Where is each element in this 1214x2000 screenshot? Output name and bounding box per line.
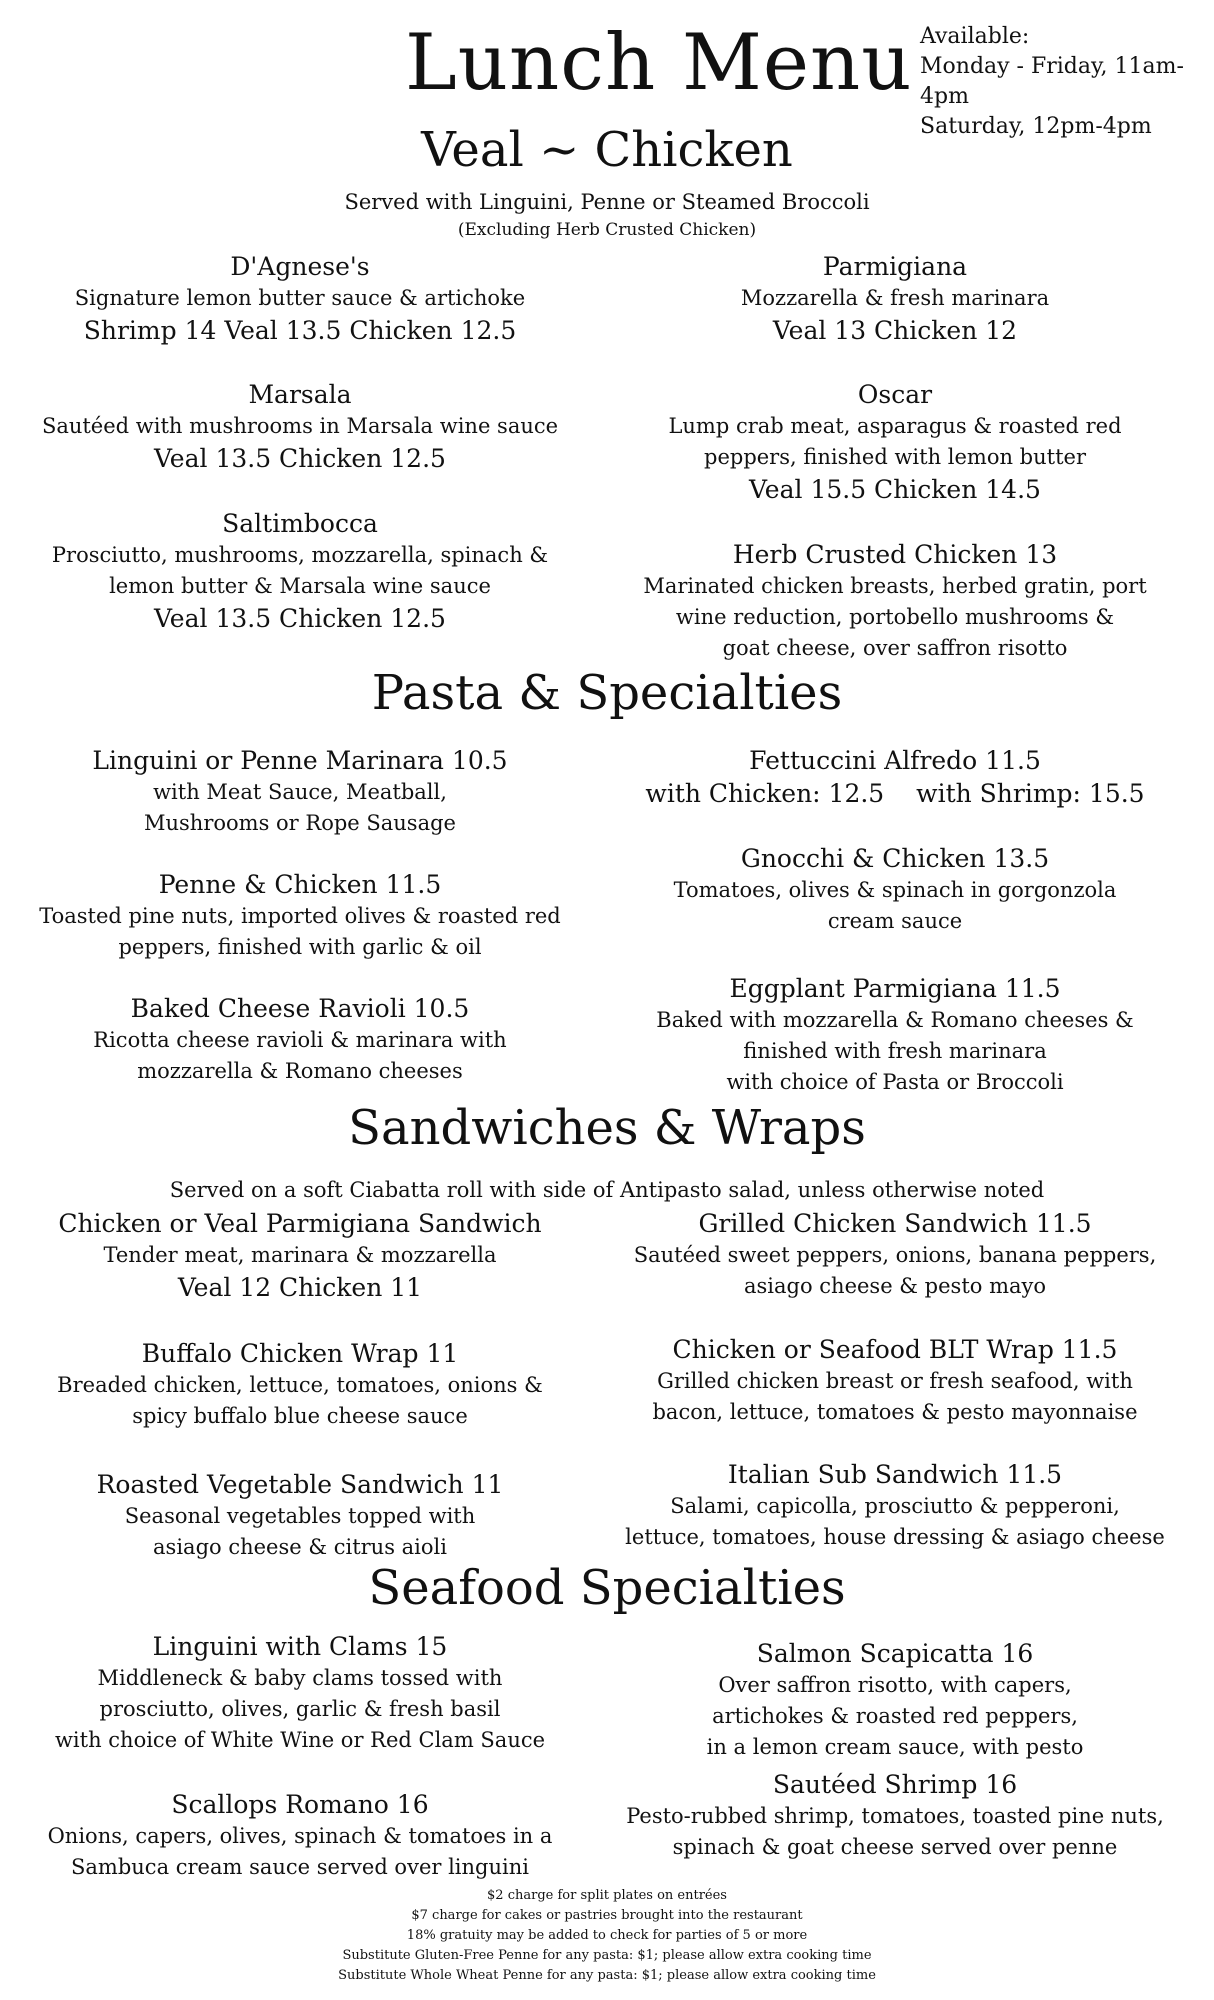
menu-item bbox=[620, 250, 1170, 347]
item-desc: spicy buffalo blue cheese sauce bbox=[132, 1404, 468, 1428]
item-price: Shrimp 14 Veal 13.5 Chicken 12.5 bbox=[83, 316, 517, 345]
menu-item bbox=[620, 378, 1170, 506]
item-desc: Onions, capers, olives, spinach & tomatoes in a bbox=[47, 1824, 553, 1848]
item-desc: asiago cheese & pesto mayo bbox=[743, 1274, 1047, 1298]
item-name: Fettuccini Alfredo 11.5 bbox=[749, 746, 1041, 775]
item-desc: spinach & goat cheese served over penne bbox=[672, 1835, 1118, 1859]
item-desc: bacon, lettuce, tomatoes & pesto mayonnaise bbox=[652, 1400, 1138, 1424]
item-desc: Prosciutto, mushrooms, mozzarella, spinach & bbox=[51, 543, 549, 567]
item-desc: Baked with mozzarella & Romano cheeses & bbox=[656, 1008, 1134, 1032]
item-desc: lettuce, tomatoes, house dressing & asiago cheese bbox=[625, 1525, 1165, 1549]
item-desc: finished with fresh marinara bbox=[743, 1039, 1047, 1063]
item-desc: peppers, finished with lemon butter bbox=[704, 445, 1086, 469]
item-desc: wine reduction, portobello mushrooms & bbox=[675, 605, 1115, 629]
item-name: Scallops Romano 16 bbox=[171, 1790, 429, 1819]
item-desc: Sautéed with mushrooms in Marsala wine sauce bbox=[41, 414, 559, 438]
item-desc: Breaded chicken, lettuce, tomatoes, onions & bbox=[57, 1373, 543, 1397]
item-name: Linguini or Penne Marinara 10.5 bbox=[92, 746, 508, 775]
menu-item bbox=[620, 1333, 1170, 1428]
menu-item bbox=[20, 868, 580, 963]
menu-item bbox=[620, 842, 1170, 937]
item-desc: Sambuca cream sauce served over linguini bbox=[71, 1855, 529, 1879]
item-desc: prosciutto, olives, garlic & fresh basil bbox=[99, 1697, 501, 1721]
item-desc: lemon butter & Marsala wine sauce bbox=[109, 574, 491, 598]
menu-item bbox=[20, 378, 580, 475]
item-desc: Ricotta cheese ravioli & marinara with bbox=[93, 1028, 507, 1052]
item-name: Italian Sub Sandwich 11.5 bbox=[727, 1460, 1063, 1489]
item-price: Veal 13 Chicken 12 bbox=[772, 316, 1018, 345]
item-name: D'Agnese's bbox=[230, 252, 370, 281]
menu-item bbox=[620, 1207, 1170, 1302]
menu-item bbox=[20, 1207, 580, 1304]
item-name: Eggplant Parmigiana 11.5 bbox=[729, 974, 1061, 1003]
item-desc: Over saffron risotto, with capers, bbox=[718, 1673, 1072, 1697]
availability-line: Monday - Friday, 11am-4pm bbox=[920, 54, 1184, 109]
menu-item bbox=[620, 1458, 1170, 1553]
item-desc: Sautéed sweet peppers, onions, banana peppers, bbox=[633, 1243, 1157, 1267]
item-desc: Salami, capicolla, prosciutto & pepperoni, bbox=[670, 1494, 1120, 1518]
item-desc: Mozzarella & fresh marinara bbox=[740, 286, 1050, 310]
item-name: Saltimbocca bbox=[222, 509, 378, 538]
item-desc: in a lemon cream sauce, with pesto bbox=[706, 1735, 1084, 1759]
item-name: Linguini with Clams 15 bbox=[152, 1632, 448, 1661]
item-extra: with Shrimp: 15.5 bbox=[916, 779, 1145, 808]
item-name: Herb Crusted Chicken 13 bbox=[732, 540, 1058, 569]
footer-line: $2 charge for split plates on entrées bbox=[487, 1888, 727, 1903]
item-desc: Pesto-rubbed shrimp, tomatoes, toasted pine nuts, bbox=[626, 1804, 1164, 1828]
section-title-pasta: Pasta & Specialties bbox=[371, 665, 843, 721]
availability-line: Available: bbox=[920, 24, 1030, 49]
item-desc: Tender meat, marinara & mozzarella bbox=[103, 1243, 497, 1267]
footer-line: Substitute Whole Wheat Penne for any pasta: $1; please allow extra cooking time bbox=[338, 1968, 876, 1983]
menu-title: Lunch Menu bbox=[405, 18, 913, 108]
item-name: Buffalo Chicken Wrap 11 bbox=[141, 1339, 459, 1368]
section-title-seafood: Seafood Specialties bbox=[368, 1560, 846, 1616]
menu-item bbox=[20, 744, 580, 839]
item-price: Veal 13.5 Chicken 12.5 bbox=[154, 444, 446, 473]
item-desc: cream sauce bbox=[827, 909, 963, 933]
item-desc: Mushrooms or Rope Sausage bbox=[144, 811, 456, 835]
menu-item bbox=[20, 1788, 580, 1883]
section-title-veal-chicken: Veal ~ Chicken bbox=[421, 122, 793, 178]
item-name: Baked Cheese Ravioli 10.5 bbox=[130, 994, 470, 1023]
item-price: Veal 13.5 Chicken 12.5 bbox=[154, 604, 446, 633]
menu-item bbox=[620, 1637, 1170, 1763]
item-name: Chicken or Veal Parmigiana Sandwich bbox=[58, 1209, 542, 1238]
item-extras bbox=[620, 777, 1170, 810]
menu-item bbox=[620, 744, 1170, 810]
item-desc: Grilled chicken breast or fresh seafood, with bbox=[657, 1369, 1133, 1393]
item-name: Chicken or Seafood BLT Wrap 11.5 bbox=[672, 1335, 1118, 1364]
menu-item bbox=[20, 1468, 580, 1563]
item-desc: Tomatoes, olives & spinach in gorgonzola bbox=[673, 878, 1117, 902]
section-note: (Excluding Herb Crusted Chicken) bbox=[457, 220, 757, 240]
item-extra: with Chicken: 12.5 bbox=[645, 779, 885, 808]
item-name: Oscar bbox=[857, 380, 933, 409]
item-price: Veal 12 Chicken 11 bbox=[177, 1273, 423, 1302]
section-note: Served with Linguini, Penne or Steamed Broccoli bbox=[344, 190, 870, 214]
section-note: Served on a soft Ciabatta roll with side of Antipasto salad, unless otherwise noted bbox=[169, 1178, 1045, 1202]
footer-line: Substitute Gluten-Free Penne for any pasta: $1; please allow extra cooking time bbox=[342, 1948, 872, 1963]
item-desc: asiago cheese & citrus aioli bbox=[153, 1535, 447, 1559]
item-name: Sautéed Shrimp 16 bbox=[772, 1770, 1018, 1799]
item-name: Marsala bbox=[248, 380, 352, 409]
item-price: Veal 15.5 Chicken 14.5 bbox=[749, 475, 1041, 504]
item-desc: with choice of Pasta or Broccoli bbox=[726, 1070, 1064, 1094]
menu-item bbox=[20, 1630, 580, 1756]
menu-item bbox=[20, 992, 580, 1087]
item-desc: Toasted pine nuts, imported olives & roasted red bbox=[39, 904, 561, 928]
menu-footer bbox=[0, 1886, 1214, 1986]
item-desc: Signature lemon butter sauce & artichoke bbox=[74, 286, 526, 310]
item-name: Gnocchi & Chicken 13.5 bbox=[740, 844, 1050, 873]
menu-item bbox=[620, 972, 1170, 1098]
menu-item bbox=[20, 250, 580, 347]
menu-item bbox=[620, 538, 1170, 664]
item-desc: with Meat Sauce, Meatball, bbox=[153, 780, 447, 804]
item-name: Parmigiana bbox=[822, 252, 968, 281]
menu-item bbox=[20, 1337, 580, 1432]
item-desc: artichokes & roasted red peppers, bbox=[712, 1704, 1078, 1728]
item-desc: peppers, finished with garlic & oil bbox=[118, 935, 482, 959]
item-desc: Marinated chicken breasts, herbed gratin, port bbox=[643, 574, 1147, 598]
footer-line: 18% gratuity may be added to check for parties of 5 or more bbox=[406, 1928, 808, 1943]
item-desc: Lump crab meat, asparagus & roasted red bbox=[668, 414, 1122, 438]
menu-item bbox=[20, 507, 580, 635]
menu-item bbox=[620, 1768, 1170, 1863]
item-desc: with choice of White Wine or Red Clam Sauce bbox=[54, 1728, 546, 1752]
item-name: Grilled Chicken Sandwich 11.5 bbox=[698, 1209, 1092, 1238]
item-desc: mozzarella & Romano cheeses bbox=[137, 1059, 463, 1083]
item-desc: Middleneck & baby clams tossed with bbox=[97, 1666, 503, 1690]
item-name: Roasted Vegetable Sandwich 11 bbox=[96, 1470, 504, 1499]
item-name: Penne & Chicken 11.5 bbox=[158, 870, 442, 899]
footer-line: $7 charge for cakes or pastries brought into the restaurant bbox=[411, 1908, 803, 1923]
item-desc: goat cheese, over saffron risotto bbox=[722, 636, 1068, 660]
section-title-sandwiches: Sandwiches & Wraps bbox=[348, 1100, 866, 1156]
item-desc: Seasonal vegetables topped with bbox=[124, 1504, 476, 1528]
item-name: Salmon Scapicatta 16 bbox=[756, 1639, 1034, 1668]
availability-line: Saturday, 12pm-4pm bbox=[920, 114, 1152, 139]
